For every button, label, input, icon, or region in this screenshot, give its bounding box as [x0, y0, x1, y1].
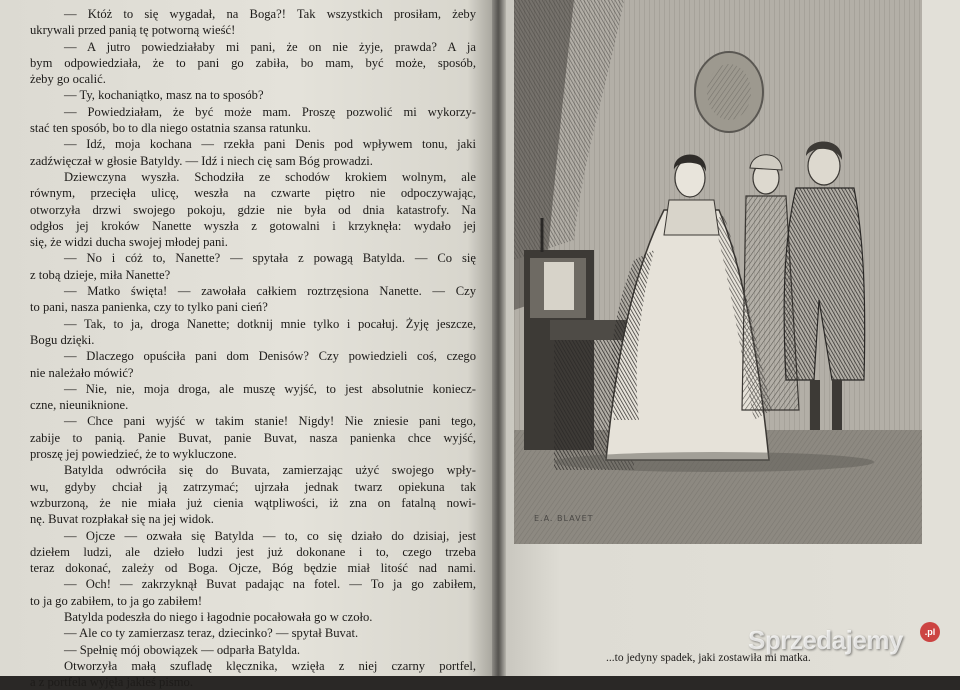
right-page — [506, 0, 960, 676]
text-line: czne, nieuniknione. — [30, 398, 129, 413]
text-line: — Chce pani wyjść w takim stanie! Nigdy! Nie zniesie pani tego, — [64, 414, 476, 429]
text-line: stać ten sposób, bo to dla niego ostatnia szansa ratunku. — [30, 121, 311, 136]
text-line: Batylda podeszła do niego i łagodnie pocałowała go w czoło. — [64, 609, 373, 624]
left-page-text — [30, 6, 476, 690]
book-gutter — [492, 0, 506, 676]
text-line: dziełem ludzi, ale dzieło ludzi jest już dokonane i to, czego trzeba — [30, 544, 476, 559]
text-line: żeby go ocalić. — [30, 72, 106, 87]
text-line: — A jutro powiedziałaby mi pani, że on nie żyje, prawda? A ja — [64, 39, 476, 54]
text-line: — No i cóż to, Nanette? — spytała z powagą Batylda. — Co się — [64, 251, 476, 266]
text-line: — Tak, to ja, droga Nanette; dotknij mnie tylko i pocałuj. Żyję jeszcze, — [64, 316, 476, 331]
text-line: wu, gdyby chciał ją zatrzymać; ujrzała jednak twarz opiekuna tak — [30, 479, 476, 494]
text-line: to ja go zabiłem, to ja go zabiłem! — [30, 593, 203, 608]
engraving-illustration — [514, 0, 922, 544]
text-line: — Któż to się wygadał, na Boga?! Tak wszystkich prosiłam, żeby — [64, 7, 476, 21]
text-line: z tobą dzieje, miła Nanette? — [30, 267, 171, 282]
text-line: ukrywali przed panią tę potworną wieść! — [30, 23, 236, 38]
text-line: zadźwięczał w głosie Batyldy. — Idź i niech cię sam Bóg prowadzi. — [30, 153, 373, 168]
text-line: — Matko święta! — zawołała całkiem roztrzęsiona Nanette. — Czy — [64, 284, 476, 299]
text-line: — Ojcze — ozwała się Batylda — to, co się działo do dzisiaj, jest — [64, 528, 476, 543]
engraving-drawing — [514, 0, 922, 544]
watermark-text: Sprzedajemy — [748, 625, 903, 655]
text-line: się, że widzi ducha swojej młodej pani. — [30, 235, 228, 250]
text-line: — Och! — zakrzyknął Buvat padając na fotel. — To ja go zabiłem, — [64, 577, 476, 592]
text-line: nie należało mówić? — [30, 365, 134, 380]
text-line: — Nie, nie, moja droga, ale muszę wyjść, to jest absolutnie koniecz- — [64, 381, 476, 396]
illustration-signature: E.A. BLAVET — [534, 514, 594, 523]
text-line: wzburzoną, że nie miała już cienia wątpliwości, iż zna on fatalną nowi- — [30, 495, 476, 510]
text-line: Batylda odwróciła się do Buvata, zamierzając użyć swojego wpły- — [64, 463, 476, 478]
text-line: — Idź, moja kochana — rzekła pani Denis pod wpływem tonu, jaki — [64, 137, 476, 152]
text-line: odgłos jej kroków Nanette wyszła z gotowalni i krzyknęła: wydało jej — [30, 218, 476, 233]
illustration-caption: ...to jedyny spadek, jaki zostawiła mi matka. — [606, 652, 811, 664]
text-line: proszę jej powiedzieć, że to wykluczone. — [30, 447, 237, 462]
text-line: — Spełnię mój obowiązek — odparła Batylda. — [64, 642, 301, 657]
text-line: Otworzyła małą szufladę klęcznika, wzięła z niej czarny portfel, — [64, 658, 476, 673]
text-line: bym odpowiedziała, że to pani go zabiła, bo mam, być może, sposób, — [30, 55, 476, 70]
text-line: — Dlaczego opuściła pani dom Denisów? Czy powiedzieli coś, czego — [64, 349, 476, 364]
text-line: Dziewczyna wyszła. Schodziła ze schodów krokiem wolnym, ale — [64, 169, 476, 184]
text-line: a z portfela wyjęła jakieś pismo. — [30, 675, 193, 690]
text-line: teraz dokonać, zależy od Boga. Ojcze, Bóg będzie miał litość nad nami. — [30, 561, 476, 576]
text-line: — Powiedziałam, że być może mam. Proszę pozwolić mi wykorzy- — [64, 104, 476, 119]
text-line: nę. Buvat rozpłakał się na jej widok. — [30, 512, 214, 527]
watermark-badge: .pl — [920, 622, 940, 642]
text-line: to pani, nasza panienka, czy to tylko pani cień? — [30, 300, 268, 315]
text-line: — Ty, kochaniątko, masz na to sposób? — [64, 88, 264, 103]
text-line: równym, przecięła ulicę, weszła na czwarte piętro nie odpoczywając, — [30, 186, 476, 201]
text-line: Bogu dzięki. — [30, 332, 95, 347]
text-line: — Ale co ty zamierzasz teraz, dziecinko? — spytał Buvat. — [64, 626, 359, 641]
text-line: zabije to panią. Panie Buvat, panie Buvat, nasza panienka chce wyjść, — [30, 430, 476, 445]
text-line: otworzyła drzwi swojego pokoju, gdzie nie była od dnia katastrofy. Na — [30, 202, 476, 217]
